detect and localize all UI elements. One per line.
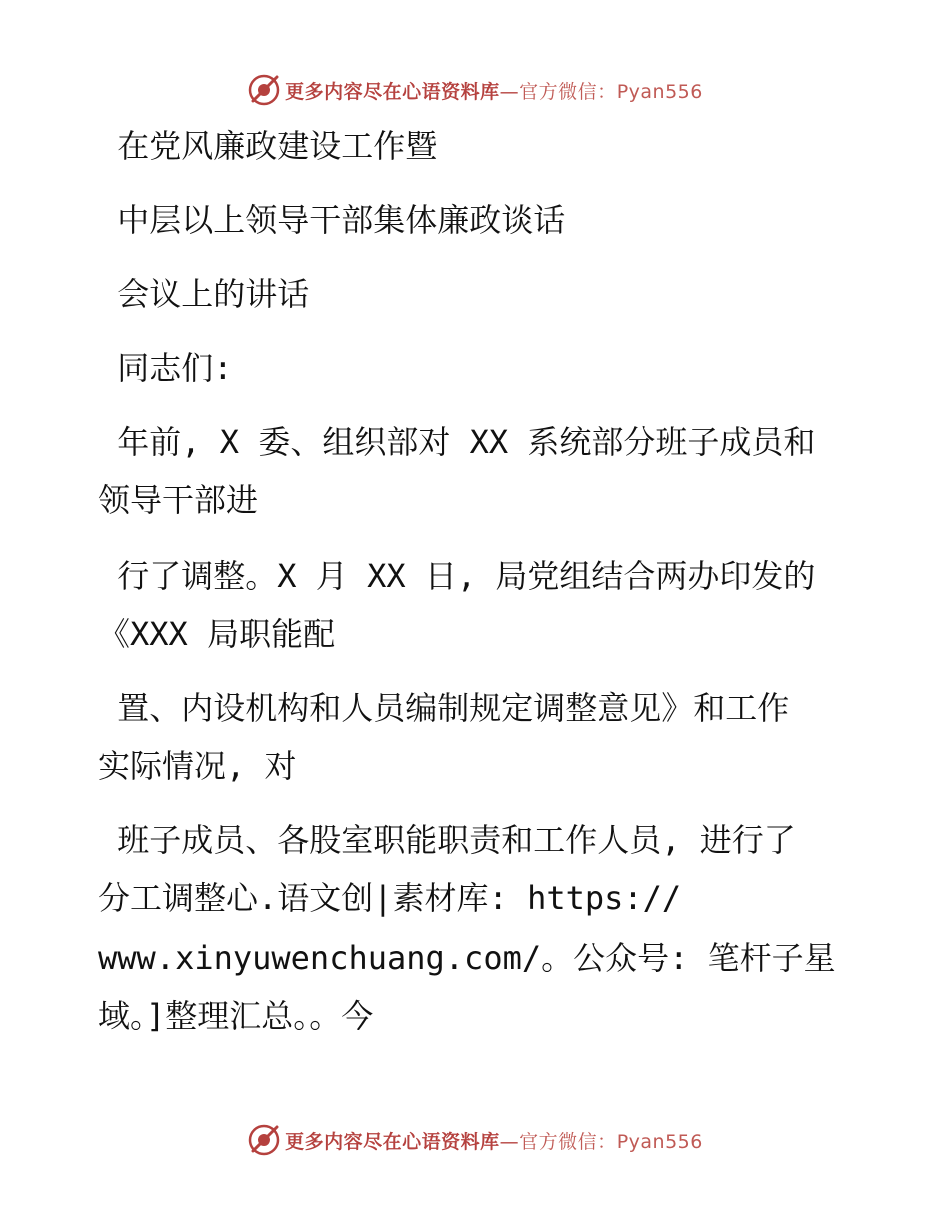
brand-logo-icon [247, 1123, 281, 1157]
paragraph-line: 置、内设机构和人员编制规定调整意见》和工作 [98, 689, 790, 727]
paragraph-line: 分工调整心.语文创|素材库: https:// [98, 879, 682, 917]
footer-brand-text: 更多内容尽在心语资料库 [285, 1130, 500, 1153]
footer-wechat-id: Pyan556 [616, 1130, 703, 1153]
salutation: 同志们: [98, 349, 233, 387]
paragraph-line: 班子成员、各股室职能职责和工作人员, 进行了 [98, 821, 796, 859]
paragraph-line: 实际情况, 对 [98, 747, 297, 785]
paragraph-line: 域。]整理汇总。。今 [98, 997, 374, 1035]
footer-wechat-label: 官方微信： [519, 1130, 617, 1153]
header-wechat-id: Pyan556 [616, 80, 703, 103]
footer-banner-text [285, 1127, 703, 1154]
paragraph-line: 《XXX 局职能配 [98, 615, 336, 653]
footer-banner [0, 1120, 950, 1160]
title-line-1: 在党风廉政建设工作暨 [98, 127, 438, 165]
header-banner-text [285, 77, 703, 104]
header-separator: — [499, 80, 520, 103]
paragraph-line: www.xinyuwenchuang.com/。公众号: 笔杆子星 [98, 939, 836, 977]
title-line-3: 会议上的讲话 [98, 275, 310, 313]
footer-separator: — [499, 1130, 520, 1153]
header-brand-text: 更多内容尽在心语资料库 [285, 80, 500, 103]
paragraph-line: 年前, X 委、组织部对 XX 系统部分班子成员和 [98, 423, 816, 461]
paragraph-line: 行了调整。X 月 XX 日, 局党组结合两办印发的 [98, 557, 816, 595]
header-banner [0, 70, 950, 110]
paragraph-line: 领导干部进 [98, 481, 259, 519]
brand-logo-icon [247, 73, 281, 107]
header-wechat-label: 官方微信： [519, 80, 617, 103]
title-line-2: 中层以上领导干部集体廉政谈话 [98, 201, 566, 239]
